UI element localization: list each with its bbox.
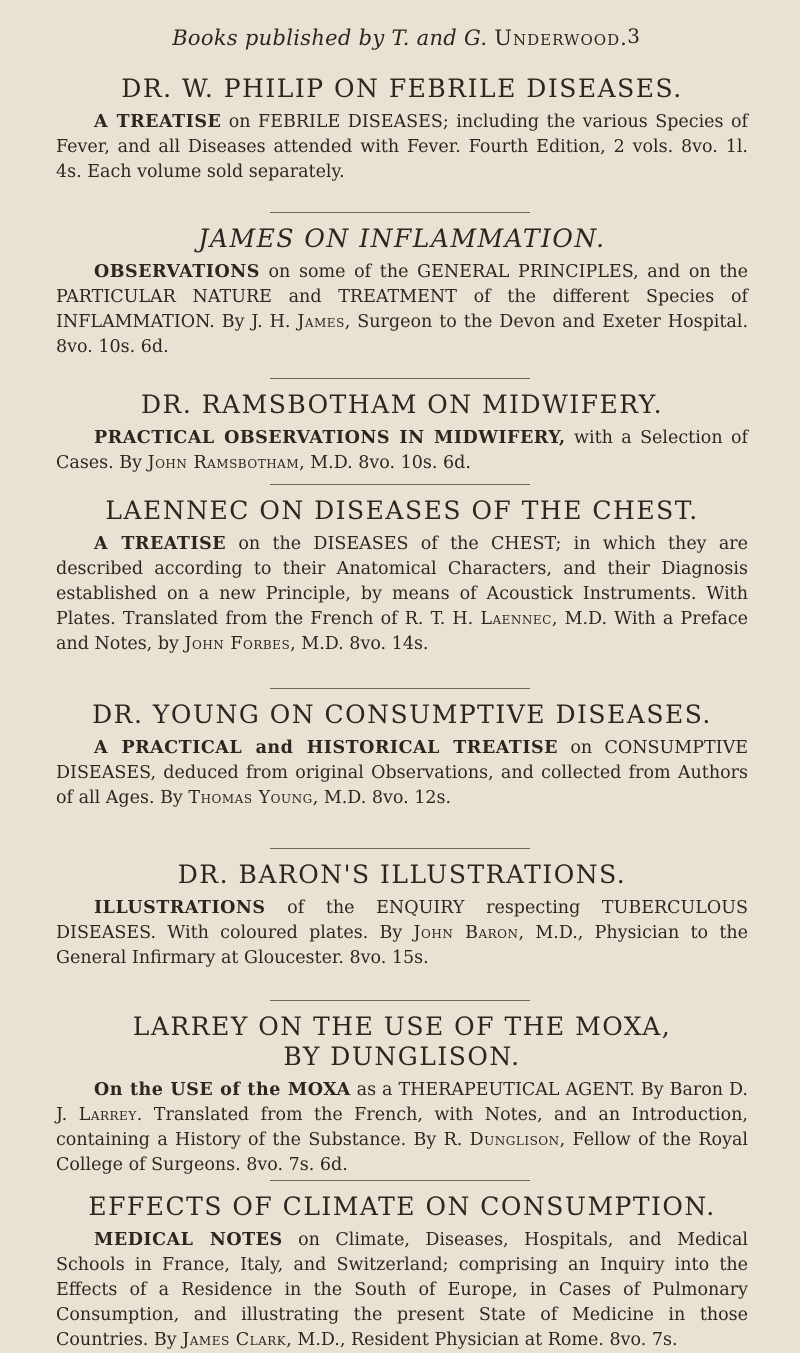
entry-heading: LAENNEC ON DISEASES OF THE CHEST. bbox=[105, 496, 699, 525]
author-name: Dunglison bbox=[469, 1130, 560, 1150]
entry-laennec-chest bbox=[56, 496, 748, 657]
divider-rule bbox=[270, 848, 530, 849]
entry-philip-febrile bbox=[56, 74, 748, 185]
entry-lead: PRACTICAL OBSERVATIONS IN MIDWIFERY, bbox=[94, 428, 566, 448]
entry-young-consumptive bbox=[56, 700, 748, 811]
divider-rule bbox=[270, 1000, 530, 1001]
entry-text: , Surgeon to the Devon and Exeter Hospital. 8vo. 10s. 6d. bbox=[56, 312, 749, 357]
entry-body bbox=[56, 110, 748, 185]
entry-text: , M.D. 8vo. 10s. 6d. bbox=[299, 453, 471, 473]
author-name: Thomas Young bbox=[188, 788, 313, 808]
author-name: James bbox=[297, 312, 345, 332]
entry-text: , M.D. With a Preface and Notes, by bbox=[56, 609, 749, 654]
entry-text: as a THERAPEUTICAL AGENT. By Baron D. J. bbox=[56, 1080, 748, 1125]
divider-rule bbox=[270, 484, 530, 485]
running-head bbox=[0, 26, 800, 50]
entry-text: on Climate, Diseases, Hospitals, and Medical Schools in France, Italy, and Switzerland; comprising an Inquiry into the Effects of a Residence in the South of Europe, in Cases of Pulmonary Consumption, and illustrating the present State of Medicine in those Countries. By bbox=[56, 1230, 748, 1350]
entry-heading: DR. YOUNG ON CONSUMPTIVE DISEASES. bbox=[92, 700, 712, 729]
entry-body bbox=[56, 736, 748, 811]
entry-heading: DR. RAMSBOTHAM ON MIDWIFERY. bbox=[140, 390, 664, 419]
entry-heading bbox=[56, 1012, 748, 1072]
entry-text: on some of the GENERAL PRINCIPLES, and on the PARTICULAR NATURE and TREATMENT of the different Species of INFLAMMATION. By J. H. bbox=[56, 262, 748, 332]
entry-body bbox=[56, 532, 748, 657]
divider-rule bbox=[270, 212, 530, 213]
entry-lead: OBSERVATIONS bbox=[94, 262, 260, 282]
entry-heading: DR. BARON'S ILLUSTRATIONS. bbox=[177, 860, 627, 889]
entry-text: on the DISEASES of the CHEST; in which they are described according to their Anatomical Characters, and their Diagnosis established on a new Principle, by means of Acoustick Instruments. With Plates. Translated from the French of R. T. H. bbox=[56, 534, 748, 629]
entry-lead: A TREATISE bbox=[94, 112, 222, 132]
entry-larrey-moxa bbox=[56, 1012, 748, 1178]
entry-body bbox=[56, 1078, 748, 1178]
entry-james-inflammation bbox=[56, 224, 748, 360]
entry-text: , M.D., Physician to the General Infirmary at Gloucester. 8vo. 15s. bbox=[56, 923, 748, 968]
entry-heading-line: LARREY ON THE USE OF THE MOXA, bbox=[132, 1012, 672, 1041]
entry-text: , Fellow of the Royal College of Surgeons. 8vo. 7s. 6d. bbox=[56, 1130, 748, 1175]
entry-heading: DR. W. PHILIP ON FEBRILE DISEASES. bbox=[121, 74, 683, 103]
entry-text: on FEBRILE DISEASES; including the various Species of Fever, and all Diseases attended with Fever. Fourth Edition, 2 vols. 8vo. 1l. 4s. Each volume sold separately. bbox=[56, 112, 748, 182]
entry-text: , M.D. 8vo. 14s. bbox=[290, 634, 429, 654]
entry-lead: On the USE of the MOXA bbox=[94, 1080, 351, 1100]
entry-body bbox=[56, 1228, 748, 1353]
divider-rule bbox=[270, 688, 530, 689]
entry-text: of the ENQUIRY respecting TUBERCULOUS DISEASES. With coloured plates. By bbox=[56, 898, 748, 943]
entry-ramsbotham-midwifery bbox=[56, 390, 748, 476]
entry-lead: MEDICAL NOTES bbox=[94, 1230, 283, 1250]
entry-clark-climate bbox=[56, 1192, 748, 1353]
publisher-name: Underwood. bbox=[494, 26, 628, 50]
entry-text: , M.D. 8vo. 12s. bbox=[312, 788, 452, 808]
entry-lead: ILLUSTRATIONS bbox=[94, 898, 266, 918]
entry-baron-illustrations bbox=[56, 860, 748, 971]
entry-text: . Translated from the French, with Notes, and an Introduction, containing a History of the Substance. By R. bbox=[56, 1105, 748, 1150]
entry-body bbox=[56, 896, 748, 971]
divider-rule bbox=[270, 378, 530, 379]
entry-text: , M.D., Resident Physician at Rome. 8vo. 7s. bbox=[286, 1330, 678, 1350]
author-name: Larrey bbox=[78, 1105, 137, 1125]
page-number: 3 bbox=[627, 24, 640, 48]
author-name: John Baron bbox=[413, 923, 519, 943]
entry-heading-line: BY DUNGLISON. bbox=[283, 1042, 521, 1071]
entry-heading: JAMES ON INFLAMMATION. bbox=[198, 224, 606, 253]
entry-lead: A PRACTICAL and HISTORICAL TREATISE bbox=[94, 738, 558, 758]
entry-lead: A TREATISE bbox=[94, 534, 227, 554]
entry-body bbox=[56, 426, 748, 476]
entry-body bbox=[56, 260, 748, 360]
entry-text: with a Selection of Cases. By bbox=[56, 428, 748, 473]
author-name: John Forbes bbox=[184, 634, 291, 654]
author-name: Laennec bbox=[480, 609, 552, 629]
entry-text: on CONSUMPTIVE DISEASES, deduced from original Observations, and collected from Authors of all Ages. By bbox=[56, 738, 748, 808]
author-name: James Clark bbox=[182, 1330, 287, 1350]
running-head-text: Books published by T. and G. bbox=[172, 26, 488, 50]
divider-rule bbox=[270, 1180, 530, 1181]
author-name: John Ramsbotham bbox=[147, 453, 300, 473]
entry-heading: EFFECTS OF CLIMATE ON CONSUMPTION. bbox=[88, 1192, 716, 1221]
